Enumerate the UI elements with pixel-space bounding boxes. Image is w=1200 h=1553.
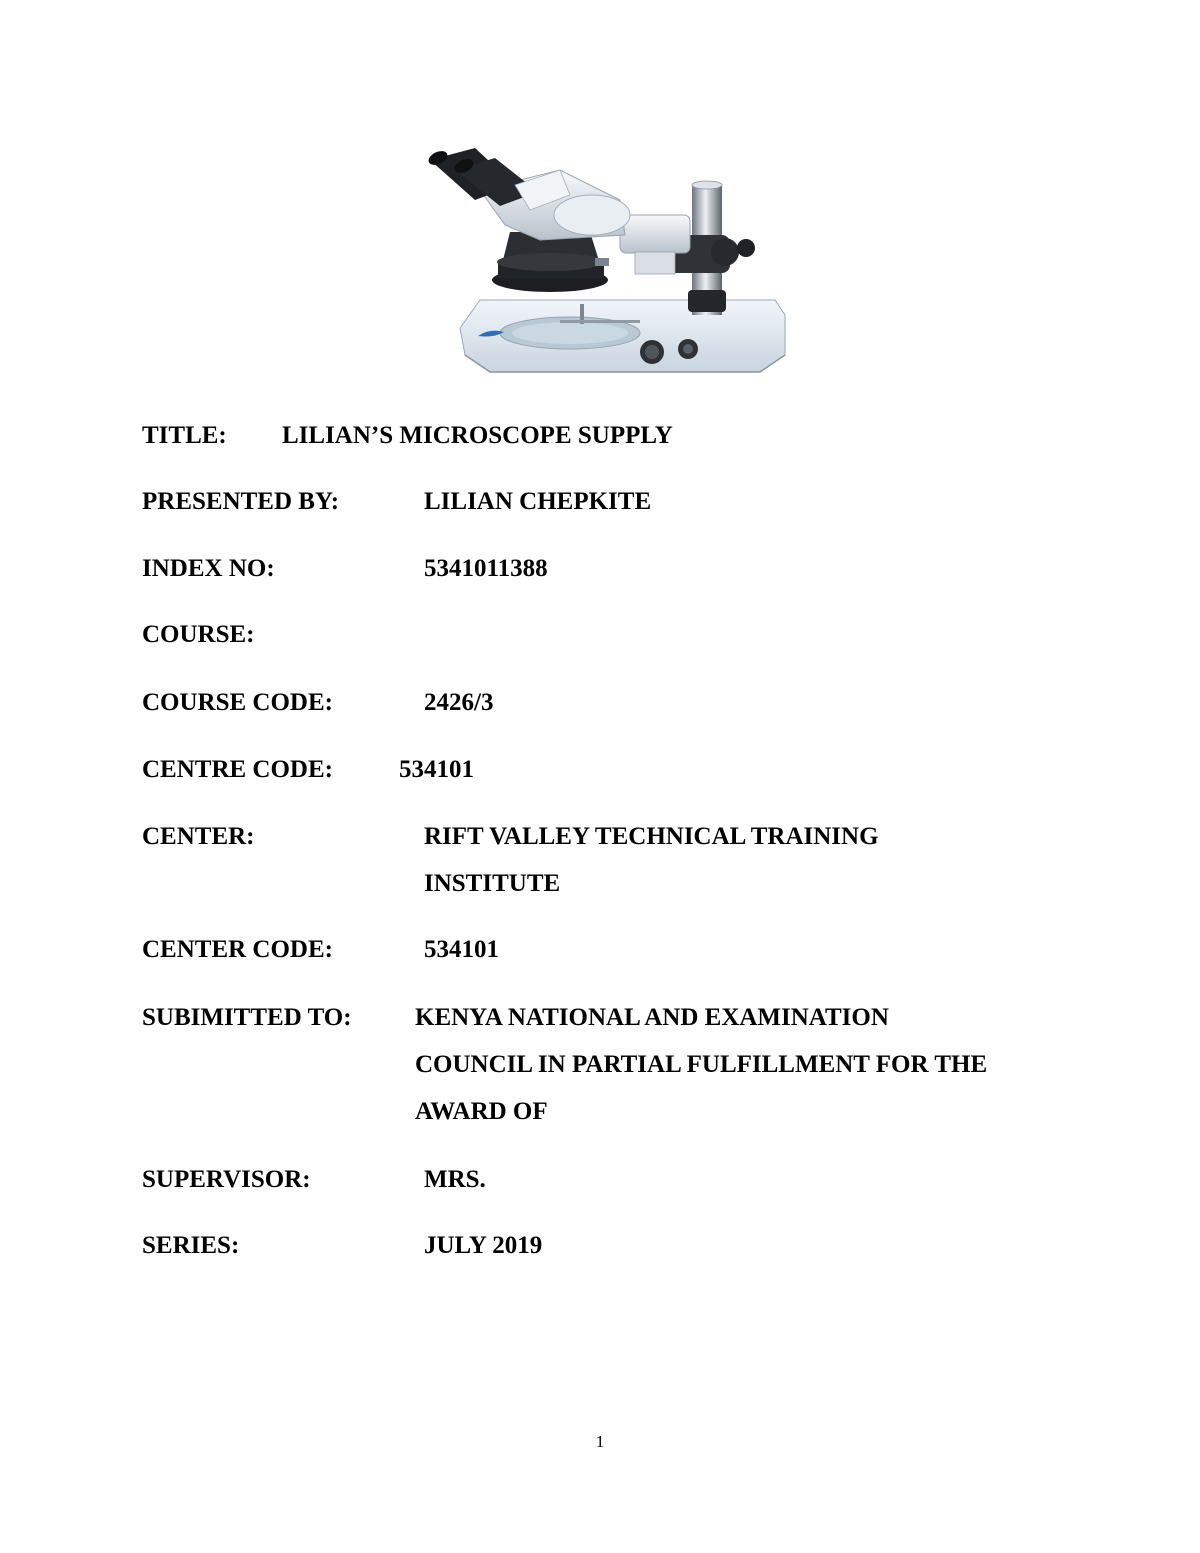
centre-code-label: CENTRE CODE: [142,756,333,783]
centre-code-value: 534101 [399,756,474,783]
submitted-to-line-3: AWARD OF [415,1098,548,1125]
course-code-value: 2426/3 [424,689,494,716]
center-value-line-2: INSTITUTE [424,870,561,897]
index-no-value: 5341011388 [424,555,548,582]
center-code-value: 534101 [424,936,499,963]
series-label: SERIES: [142,1232,240,1259]
course-code-label: COURSE CODE: [142,689,333,716]
submitted-to-line-1: KENYA NATIONAL AND EXAMINATION [415,1004,889,1031]
center-code-label: CENTER CODE: [142,936,333,963]
submitted-to-value [415,995,987,1136]
microscope-image [420,140,800,385]
supervisor-label: SUPERVISOR: [142,1166,311,1193]
center-label: CENTER: [142,823,255,850]
presented-by-value: LILIAN CHEPKITE [424,488,652,515]
course-label: COURSE: [142,621,255,648]
center-value-line-1: RIFT VALLEY TECHNICAL TRAINING [424,823,879,850]
index-no-label: INDEX NO: [142,555,275,582]
microscope-icon [420,140,800,385]
presented-by-label: PRESENTED BY: [142,488,340,515]
page-number: 1 [595,1432,605,1451]
title-value: LILIAN’S MICROSCOPE SUPPLY [282,422,673,449]
center-value [424,814,879,908]
series-value: JULY 2019 [424,1232,543,1259]
submitted-to-label: SUBIMITTED TO: [142,1004,352,1031]
submitted-to-line-2: COUNCIL IN PARTIAL FULFILLMENT FOR THE [415,1051,988,1078]
title-label: TITLE: [142,422,227,449]
supervisor-value: MRS. [424,1166,486,1193]
